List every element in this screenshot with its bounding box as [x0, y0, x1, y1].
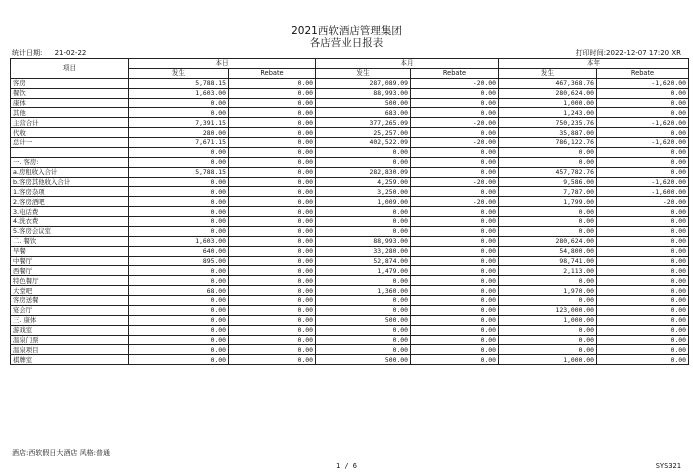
- table-cell: 0.00: [129, 187, 229, 197]
- table-cell: 0.00: [129, 276, 229, 286]
- table-cell: 786,122.76: [499, 138, 597, 148]
- table-cell: 0.00: [129, 335, 229, 345]
- table-cell: 1,970.00: [499, 286, 597, 296]
- table-cell: -20.00: [411, 78, 499, 88]
- table-row: [11, 246, 689, 256]
- table-row: [11, 118, 689, 128]
- table-cell: 457,782.76: [499, 167, 597, 177]
- table-cell: 282,830.09: [316, 167, 411, 177]
- table-cell: 3,250.00: [316, 187, 411, 197]
- table-cell: 0.00: [597, 236, 689, 246]
- table-cell: 0.00: [229, 147, 316, 157]
- table-cell: 402,522.09: [316, 138, 411, 148]
- table-cell: -1,620.00: [597, 138, 689, 148]
- table-cell: 0.00: [597, 207, 689, 217]
- row-label: 游戏室: [11, 325, 129, 335]
- table-cell: 0.00: [316, 157, 411, 167]
- table-cell: 0.00: [411, 276, 499, 286]
- table-cell: 1,360.00: [316, 286, 411, 296]
- table-cell: 0.00: [129, 157, 229, 167]
- sub-header: 发生: [499, 68, 597, 78]
- table-cell: -1,620.00: [597, 177, 689, 187]
- table-cell: 0.00: [411, 305, 499, 315]
- table-cell: 0.00: [597, 217, 689, 227]
- row-label: 宴会厅: [11, 305, 129, 315]
- row-label: 客房: [11, 78, 129, 88]
- table-cell: 0.00: [316, 296, 411, 306]
- table-cell: 0.00: [229, 177, 316, 187]
- table-cell: 52,874.00: [316, 256, 411, 266]
- table-cell: 0.00: [129, 197, 229, 207]
- print-time: [576, 49, 681, 58]
- table-cell: 0.00: [499, 335, 597, 345]
- table-cell: 0.00: [499, 345, 597, 355]
- table-row: [11, 187, 689, 197]
- table-cell: 0.00: [411, 98, 499, 108]
- table-cell: 0.00: [129, 315, 229, 325]
- table-cell: 0.00: [597, 128, 689, 138]
- row-label: 中餐厅: [11, 256, 129, 266]
- table-cell: 7,787.00: [499, 187, 597, 197]
- table-cell: 0.00: [229, 305, 316, 315]
- table-cell: 0.00: [229, 256, 316, 266]
- table-cell: 0.00: [597, 246, 689, 256]
- stat-date: [12, 49, 86, 58]
- table-row: [11, 88, 689, 98]
- sub-header: 发生: [316, 68, 411, 78]
- table-cell: 1,603.00: [129, 88, 229, 98]
- group-header-day: 本日: [129, 59, 316, 69]
- table-cell: 4,259.00: [316, 177, 411, 187]
- stat-date-value: 21-02-22: [54, 49, 87, 57]
- group-header-year: 本年: [499, 59, 689, 69]
- table-row: [11, 315, 689, 325]
- table-cell: 2,113.00: [499, 266, 597, 276]
- row-label: 3.电话费: [11, 207, 129, 217]
- table-cell: -1,620.00: [597, 78, 689, 88]
- table-row: [11, 226, 689, 236]
- table-cell: 0.00: [229, 217, 316, 227]
- table-cell: 683.00: [316, 108, 411, 118]
- table-cell: 5,788.15: [129, 167, 229, 177]
- table-cell: 0.00: [597, 226, 689, 236]
- table-cell: 0.00: [597, 315, 689, 325]
- table-cell: 1,603.00: [129, 236, 229, 246]
- table-cell: 0.00: [411, 345, 499, 355]
- row-label: b.客房其他收入合计: [11, 177, 129, 187]
- table-cell: 0.00: [411, 355, 499, 365]
- print-time-label: 打印时间:: [575, 49, 607, 57]
- table-cell: 0.00: [597, 296, 689, 306]
- row-label: 2.客房酒吧: [11, 197, 129, 207]
- table-cell: 0.00: [129, 325, 229, 335]
- table-cell: 0.00: [411, 256, 499, 266]
- table-row: [11, 256, 689, 266]
- table-row: [11, 138, 689, 148]
- row-label: 代收: [11, 128, 129, 138]
- table-cell: 0.00: [597, 345, 689, 355]
- table-cell: 0.00: [129, 108, 229, 118]
- table-cell: 0.00: [411, 147, 499, 157]
- table-cell: -20.00: [411, 197, 499, 207]
- table-cell: 0.00: [229, 335, 316, 345]
- table-cell: 0.00: [499, 296, 597, 306]
- item-header: 项目: [11, 59, 129, 79]
- table-cell: 68.00: [129, 286, 229, 296]
- table-row: [11, 286, 689, 296]
- table-cell: 1,000.00: [499, 355, 597, 365]
- row-label: [11, 147, 129, 157]
- table-row: [11, 217, 689, 227]
- table-cell: 35,887.00: [499, 128, 597, 138]
- table-cell: 0.00: [411, 108, 499, 118]
- table-row: [11, 147, 689, 157]
- row-label: 大堂吧: [11, 286, 129, 296]
- table-row: [11, 355, 689, 365]
- table-cell: 0.00: [229, 108, 316, 118]
- hotel-info: 酒店:西软假日大酒店 风格:普通: [12, 449, 110, 457]
- table-cell: 0.00: [411, 167, 499, 177]
- group-header-month: 本月: [316, 59, 499, 69]
- table-cell: 1,000.00: [499, 315, 597, 325]
- table-row: [11, 345, 689, 355]
- table-cell: 0.00: [597, 335, 689, 345]
- table-cell: 500.00: [316, 98, 411, 108]
- table-cell: 0.00: [229, 315, 316, 325]
- print-time-value: 2022-12-07 17:20 XR: [606, 49, 681, 57]
- table-cell: 7,671.15: [129, 138, 229, 148]
- table-cell: 88,993.00: [316, 88, 411, 98]
- table-cell: 280,624.00: [499, 88, 597, 98]
- table-cell: 0.00: [129, 207, 229, 217]
- table-cell: 0.00: [411, 266, 499, 276]
- row-label: 温泉门票: [11, 335, 129, 345]
- table-cell: -20.00: [411, 177, 499, 187]
- table-cell: 7,391.15: [129, 118, 229, 128]
- table-cell: 0.00: [316, 147, 411, 157]
- table-cell: 467,368.76: [499, 78, 597, 88]
- report-company: 2021西软酒店管理集团: [291, 25, 402, 37]
- table-row: [11, 335, 689, 345]
- table-cell: 0.00: [411, 88, 499, 98]
- row-label: 特色餐厅: [11, 276, 129, 286]
- table-cell: 0.00: [411, 325, 499, 335]
- table-cell: 0.00: [499, 276, 597, 286]
- table-cell: 0.00: [229, 128, 316, 138]
- table-cell: 0.00: [129, 147, 229, 157]
- table-cell: 280,624.00: [499, 236, 597, 246]
- table-cell: 0.00: [597, 256, 689, 266]
- table-cell: 0.00: [229, 197, 316, 207]
- row-label: 餐饮: [11, 88, 129, 98]
- table-cell: 0.00: [316, 335, 411, 345]
- row-label: 总计一: [11, 138, 129, 148]
- table-cell: 0.00: [499, 207, 597, 217]
- table-cell: 500.00: [316, 315, 411, 325]
- table-cell: -20.00: [411, 138, 499, 148]
- table-row: [11, 157, 689, 167]
- table-cell: 0.00: [129, 296, 229, 306]
- row-label: 温泉项目: [11, 345, 129, 355]
- table-cell: 0.00: [411, 128, 499, 138]
- table-row: [11, 98, 689, 108]
- table-cell: 0.00: [229, 266, 316, 276]
- row-label: 西餐厅: [11, 266, 129, 276]
- table-cell: 287,089.09: [316, 78, 411, 88]
- table-cell: 0.00: [129, 98, 229, 108]
- row-label: 5.客房会议室: [11, 226, 129, 236]
- table-row: [11, 325, 689, 335]
- table-row: [11, 128, 689, 138]
- table-cell: 0.00: [129, 217, 229, 227]
- page-indicator: 1 / 6: [335, 462, 358, 470]
- row-label: 其他: [11, 108, 129, 118]
- table-cell: 0.00: [499, 226, 597, 236]
- table-cell: -20.00: [411, 118, 499, 128]
- table-cell: 33,280.00: [316, 246, 411, 256]
- report-table: [10, 58, 689, 365]
- table-cell: 0.00: [229, 167, 316, 177]
- table-cell: 0.00: [129, 355, 229, 365]
- report-title: 各店营业日报表: [309, 37, 384, 49]
- row-label: 一. 客房:: [11, 157, 129, 167]
- table-cell: 0.00: [597, 355, 689, 365]
- table-cell: 0.00: [229, 78, 316, 88]
- table-cell: 1,479.00: [316, 266, 411, 276]
- table-cell: 0.00: [229, 226, 316, 236]
- table-cell: -1,600.00: [597, 187, 689, 197]
- sub-header: 发生: [129, 68, 229, 78]
- table-cell: 1,243.00: [499, 108, 597, 118]
- table-cell: 0.00: [411, 335, 499, 345]
- table-cell: 5,788.15: [129, 78, 229, 88]
- table-row: [11, 266, 689, 276]
- table-cell: 0.00: [129, 266, 229, 276]
- table-cell: 0.00: [229, 355, 316, 365]
- table-cell: 123,000.00: [499, 305, 597, 315]
- table-cell: 9,586.00: [499, 177, 597, 187]
- table-cell: 0.00: [229, 157, 316, 167]
- table-cell: 0.00: [229, 325, 316, 335]
- table-cell: 0.00: [229, 246, 316, 256]
- table-cell: 0.00: [597, 108, 689, 118]
- table-cell: 280.00: [129, 128, 229, 138]
- table-cell: 0.00: [316, 305, 411, 315]
- table-row: [11, 108, 689, 118]
- table-cell: 0.00: [316, 217, 411, 227]
- sub-header: Rebate: [597, 68, 689, 78]
- table-row: [11, 177, 689, 187]
- table-cell: 1,000.00: [499, 98, 597, 108]
- table-cell: 0.00: [229, 296, 316, 306]
- table-cell: 25,257.00: [316, 128, 411, 138]
- table-cell: 0.00: [597, 305, 689, 315]
- table-cell: 500.00: [316, 355, 411, 365]
- table-cell: 0.00: [129, 226, 229, 236]
- table-cell: 0.00: [229, 207, 316, 217]
- table-cell: 0.00: [229, 286, 316, 296]
- report-code: SYS321: [655, 462, 681, 470]
- table-cell: 640.00: [129, 246, 229, 256]
- table-cell: 0.00: [499, 147, 597, 157]
- table-cell: 0.00: [597, 325, 689, 335]
- table-cell: 0.00: [499, 325, 597, 335]
- table-row: [11, 197, 689, 207]
- table-cell: 0.00: [129, 177, 229, 187]
- table-cell: 0.00: [597, 276, 689, 286]
- table-cell: 0.00: [316, 325, 411, 335]
- table-cell: -20.00: [597, 197, 689, 207]
- table-cell: 0.00: [316, 345, 411, 355]
- table-cell: 0.00: [411, 246, 499, 256]
- row-label: 二. 餐饮: [11, 236, 129, 246]
- row-label: 早餐: [11, 246, 129, 256]
- row-label: 4.洗衣费: [11, 217, 129, 227]
- table-row: [11, 276, 689, 286]
- table-cell: 0.00: [597, 286, 689, 296]
- table-cell: 1,009.00: [316, 197, 411, 207]
- table-cell: 54,800.00: [499, 246, 597, 256]
- table-row: [11, 78, 689, 88]
- sub-header: Rebate: [229, 68, 316, 78]
- row-label: 主营合计: [11, 118, 129, 128]
- table-row: [11, 305, 689, 315]
- table-cell: 0.00: [597, 147, 689, 157]
- table-cell: 0.00: [229, 118, 316, 128]
- table-cell: 0.00: [411, 286, 499, 296]
- table-cell: 0.00: [411, 315, 499, 325]
- table-cell: 0.00: [499, 217, 597, 227]
- table-cell: 0.00: [229, 345, 316, 355]
- table-cell: 0.00: [411, 157, 499, 167]
- table-cell: 0.00: [229, 138, 316, 148]
- table-cell: 88,993.00: [316, 236, 411, 246]
- stat-date-label: 统计日期:: [12, 49, 43, 57]
- table-cell: -1,620.00: [597, 118, 689, 128]
- row-label: 客房送餐: [11, 296, 129, 306]
- table-cell: 0.00: [316, 226, 411, 236]
- table-cell: 0.00: [597, 157, 689, 167]
- table-cell: 98,741.00: [499, 256, 597, 266]
- table-cell: 0.00: [316, 207, 411, 217]
- table-row: [11, 207, 689, 217]
- table-row: [11, 167, 689, 177]
- sub-header: Rebate: [411, 68, 499, 78]
- table-cell: 0.00: [411, 226, 499, 236]
- table-cell: 377,265.09: [316, 118, 411, 128]
- row-label: 棋牌室: [11, 355, 129, 365]
- table-cell: 0.00: [129, 305, 229, 315]
- row-label: 康体: [11, 98, 129, 108]
- table-cell: 0.00: [411, 217, 499, 227]
- table-cell: 0.00: [597, 266, 689, 276]
- table-cell: 0.00: [229, 236, 316, 246]
- table-cell: 0.00: [316, 276, 411, 286]
- table-cell: 0.00: [229, 187, 316, 197]
- table-cell: 0.00: [411, 207, 499, 217]
- row-label: 1.客房杂项: [11, 187, 129, 197]
- table-cell: 0.00: [597, 88, 689, 98]
- table-cell: 895.00: [129, 256, 229, 266]
- row-label: a.房租收入合计: [11, 167, 129, 177]
- row-label: 三. 康体: [11, 315, 129, 325]
- table-cell: 0.00: [411, 236, 499, 246]
- table-cell: 0.00: [597, 167, 689, 177]
- table-cell: 0.00: [229, 276, 316, 286]
- table-cell: 0.00: [229, 88, 316, 98]
- table-cell: 0.00: [499, 157, 597, 167]
- table-cell: 0.00: [129, 345, 229, 355]
- table-cell: 0.00: [229, 98, 316, 108]
- table-cell: 750,235.76: [499, 118, 597, 128]
- table-cell: 0.00: [411, 187, 499, 197]
- table-row: [11, 296, 689, 306]
- table-cell: 0.00: [411, 296, 499, 306]
- table-cell: 0.00: [597, 98, 689, 108]
- table-row: [11, 236, 689, 246]
- table-cell: 1,799.00: [499, 197, 597, 207]
